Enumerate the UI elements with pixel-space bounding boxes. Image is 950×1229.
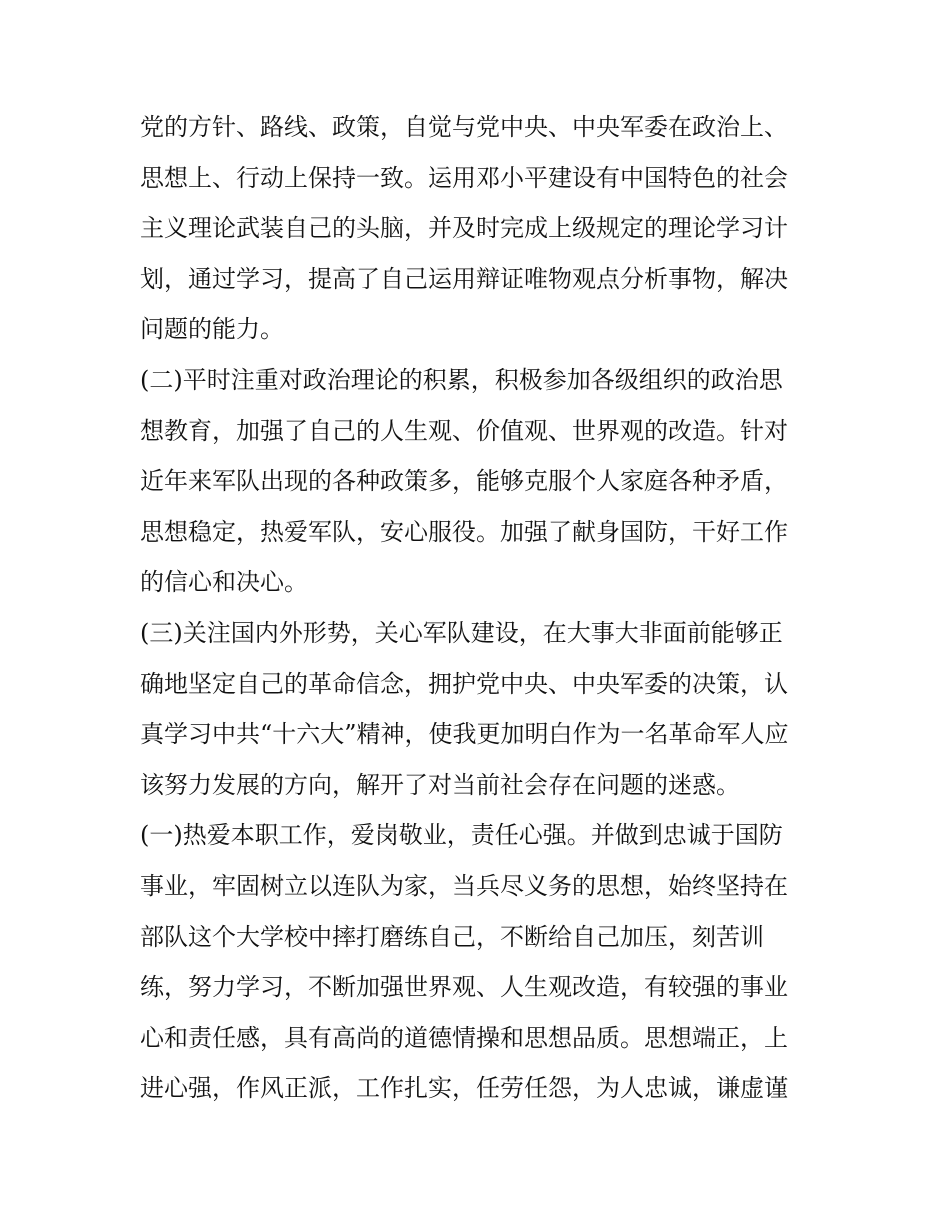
text-line: 真学习中共“十六大”精神，使我更加明白作为一名革命军人应 bbox=[140, 720, 789, 749]
document-body bbox=[140, 102, 820, 1114]
text-line: 心和责任感，具有高尚的道德情操和思想品质。思想端正，上 bbox=[140, 1023, 788, 1052]
text-line: 的信心和决心。 bbox=[140, 568, 308, 597]
text-line: (二)平时注重对政治理论的积累，积极参加各级组织的政治思 bbox=[140, 365, 783, 394]
text-line: (三)关注国内外形势，关心军队建设，在大事大非面前能够正 bbox=[140, 618, 783, 647]
text-line: 主义理论武装自己的头脑，并及时完成上级规定的理论学习计 bbox=[140, 214, 788, 243]
text-line: (一)热爱本职工作，爱岗敬业，责任心强。并做到忠诚于国防 bbox=[140, 821, 783, 850]
text-line: 问题的能力。 bbox=[140, 315, 284, 344]
text-line: 该努力发展的方向，解开了对当前社会存在问题的迷惑。 bbox=[140, 770, 740, 799]
text-line: 思想上、行动上保持一致。运用邓小平建设有中国特色的社会 bbox=[140, 163, 788, 192]
text-line: 部队这个大学校中摔打磨练自己，不断给自己加压，刻苦训 bbox=[140, 922, 764, 951]
text-line: 思想稳定，热爱军队，安心服役。加强了献身国防，干好工作 bbox=[140, 517, 788, 546]
text-line: 事业，牢固树立以连队为家，当兵尽义务的思想，始终坚持在 bbox=[140, 871, 788, 900]
text-line: 党的方针、路线、政策，自觉与党中央、中央军委在政治上、 bbox=[140, 113, 788, 141]
text-line: 进心强，作风正派，工作扎实，任劳任怨，为人忠诚，谦虚谨 bbox=[140, 1074, 788, 1103]
text-line: 练，努力学习，不断加强世界观、人生观改造，有较强的事业 bbox=[140, 973, 788, 1002]
text-line: 想教育，加强了自己的人生观、价值观、世界观的改造。针对 bbox=[140, 416, 788, 445]
text-line: 近年来军队出现的各种政策多，能够克服个人家庭各种矛盾， bbox=[140, 467, 788, 496]
text-line: 确地坚定自己的革命信念，拥护党中央、中央军委的决策，认 bbox=[140, 669, 788, 698]
text-line: 划，通过学习，提高了自己运用辩证唯物观点分析事物，解决 bbox=[140, 264, 788, 293]
